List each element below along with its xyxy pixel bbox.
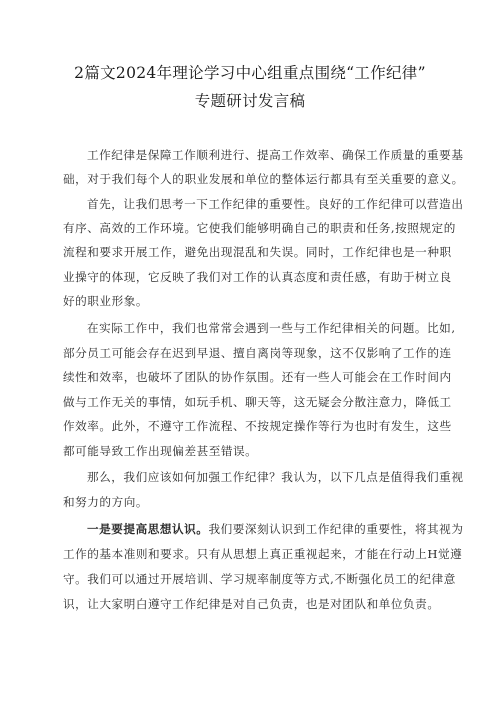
paragraph-3-line-6: 都可能导致工作出现偏差甚至错误。 — [63, 444, 258, 458]
paragraph-4-line-2: 和努力的方向。 — [63, 495, 149, 509]
paragraph-5-line-1 — [87, 521, 463, 537]
paragraph-2-line-2: 有序、高效的工作环境。它使我们能够明确自己的职责和任务,按照规定的 — [63, 221, 456, 235]
paragraph-2-line-4: 业操守的体现，它反映了我们对工作的认真态度和责任感，有助于树立良 — [63, 270, 452, 284]
paragraph-1-line-2: 础，对于我们每个人的职业发展和单位的整体运行都具有至关重要的意义。 — [63, 172, 464, 186]
paragraph-5-bold-lead: 一是要提高思想认识。 — [87, 522, 209, 536]
paragraph-5-line-3: 守。我们可以通过开展培训、学习规率制度等方式,不断强化员工的纪律意 — [63, 572, 456, 586]
paragraph-3-line-2: 部分员工可能会存在迟到早退、擅自离岗等现象，这不仅影响了工作的连 — [63, 346, 452, 360]
paragraph-5-line-1-text: 我们要深刻认识到工作纪律的重要性，将其视为 — [208, 522, 464, 536]
paragraph-5-line-2: 工作的基本准则和要求。只有从思想上真正重视起来，才能在行动上H觉遵 — [63, 547, 463, 561]
paragraph-2-line-5: 好的职业形象。 — [63, 294, 149, 308]
paragraph-3-line-4: 做与工作无关的事情，如玩手机、聊天等，这无疑会分散注意力，降低工 — [63, 395, 452, 409]
paragraph-3-line-3: 续性和效率，也破坏了团队的协作氛围。还有一些人可能会在工作时间内 — [63, 370, 452, 384]
paragraph-3-line-5: 作效率。此外，不遵守工作流程、不按规定操作等行为也时有发生，这些 — [63, 419, 452, 433]
paragraph-1-line-1: 工作纪律是保障工作顺利进行、提高工作效率、确保工作质量的重要基 — [87, 148, 464, 162]
paragraph-2-line-1: 首先，让我们思考一下工作纪律的重要性。良好的工作纪律可以营造出 — [87, 197, 464, 211]
paragraph-5-line-4: 识，让大家明白遵守工作纪律是对自己负责，也是对团队和单位负责。 — [63, 597, 440, 611]
paragraph-4-line-1: 那么，我们应该如何加强工作纪律？我认为，以下几点是值得我们重视 — [87, 470, 464, 484]
document-title-line-1: 2篇文2024年理论学习中心组重点围绕“工作纪律” — [74, 64, 426, 82]
document-title-line-2: 专题研讨发言稿 — [194, 92, 306, 110]
paragraph-3-line-1: 在实际工作中，我们也常常会遇到一些与工作纪律相关的问题。比如, — [87, 321, 456, 335]
paragraph-2-line-3: 流程和要求开展工作，避免出现混乱和失误。同时，工作纪律也是一种职 — [63, 245, 452, 259]
